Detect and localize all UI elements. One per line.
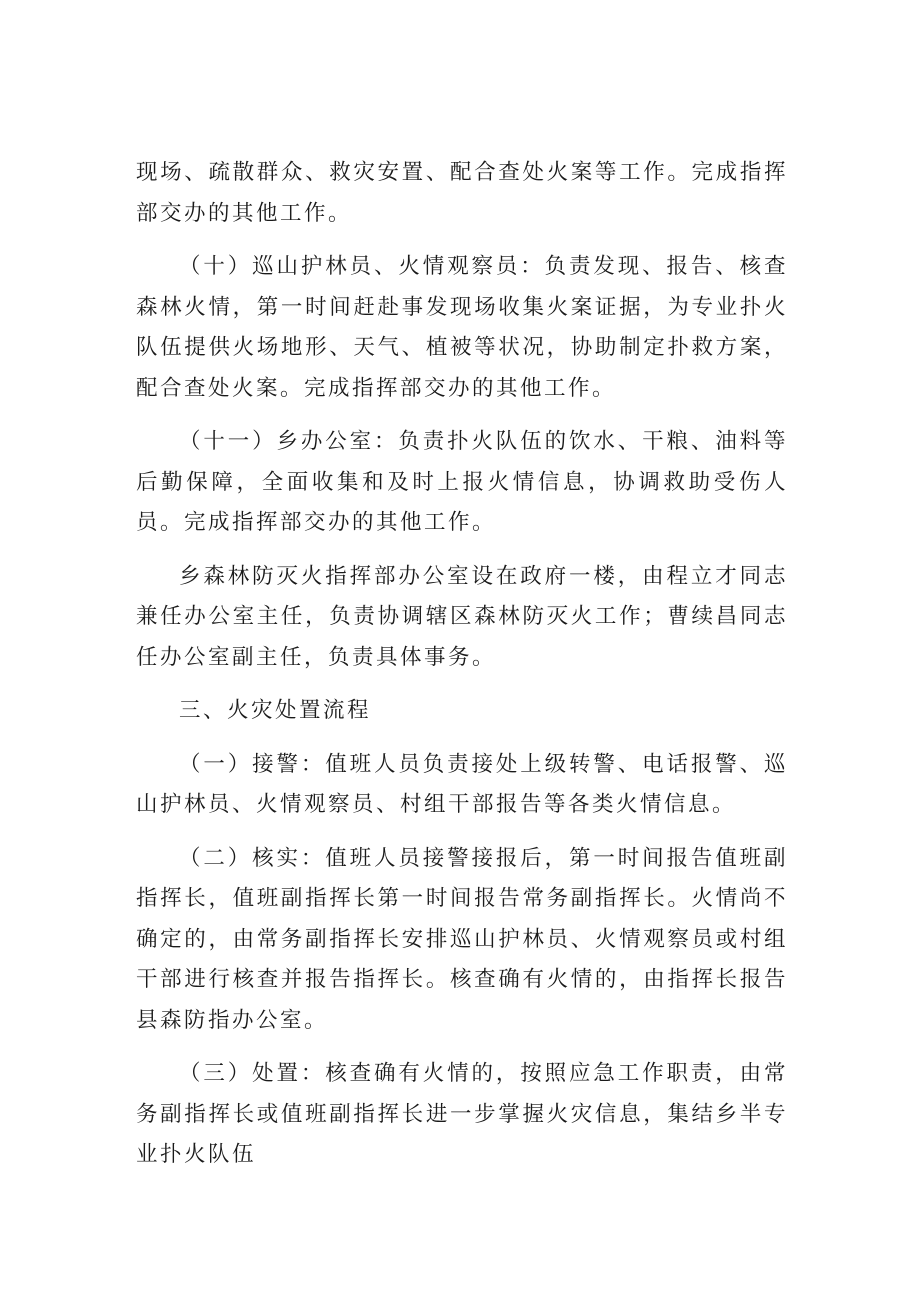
document-body [136,153,788,1189]
section-heading-fire-procedure: 三、火灾处置流程 [179,698,372,723]
paragraph-handle: （三）处置：核查确有火情的，按照应急工作职责，由常务副指挥长或值班副指挥长进一步掌握火灾信息，集结乡半专业扑火队伍 [136,1061,788,1167]
paragraph-verify: （二）核实：值班人员接警接报后，第一时间报告值班副指挥长，值班副指挥长第一时间报告常务副指挥长。火情尚不确定的，由常务副指挥长安排巡山护林员、火情观察员或村组干部进行核查并报告指挥长。核查确有火情的，由指挥长报告县森防指办公室。 [136,845,788,1033]
paragraph-continuation: 现场、疏散群众、救灾安置、配合查处火案等工作。完成指挥部交办的其他工作。 [136,160,788,226]
paragraph-township-office: （十一）乡办公室：负责扑火队伍的饮水、干粮、油料等后勤保障，全面收集和及时上报火情信息，协调救助受伤人员。完成指挥部交办的其他工作。 [136,429,788,535]
paragraph-patrol-ranger: （十）巡山护林员、火情观察员：负责发现、报告、核查森林火情，第一时间赶赴事发现场收集火案证据，为专业扑火队伍提供火场地形、天气、植被等状况，协助制定扑救方案，配合查处火案。完成指挥部交办的其他工作。 [136,254,788,401]
paragraph-command-office: 乡森林防灭火指挥部办公室设在政府一楼，由程立才同志兼任办公室主任，负责协调辖区森林防灭火工作；曹续昌同志任办公室副主任，负责具体事务。 [136,563,788,670]
paragraph-receive-alarm: （一）接警：值班人员负责接处上级转警、电话报警、巡山护林员、火情观察员、村组干部报告等各类火情信息。 [136,751,788,817]
